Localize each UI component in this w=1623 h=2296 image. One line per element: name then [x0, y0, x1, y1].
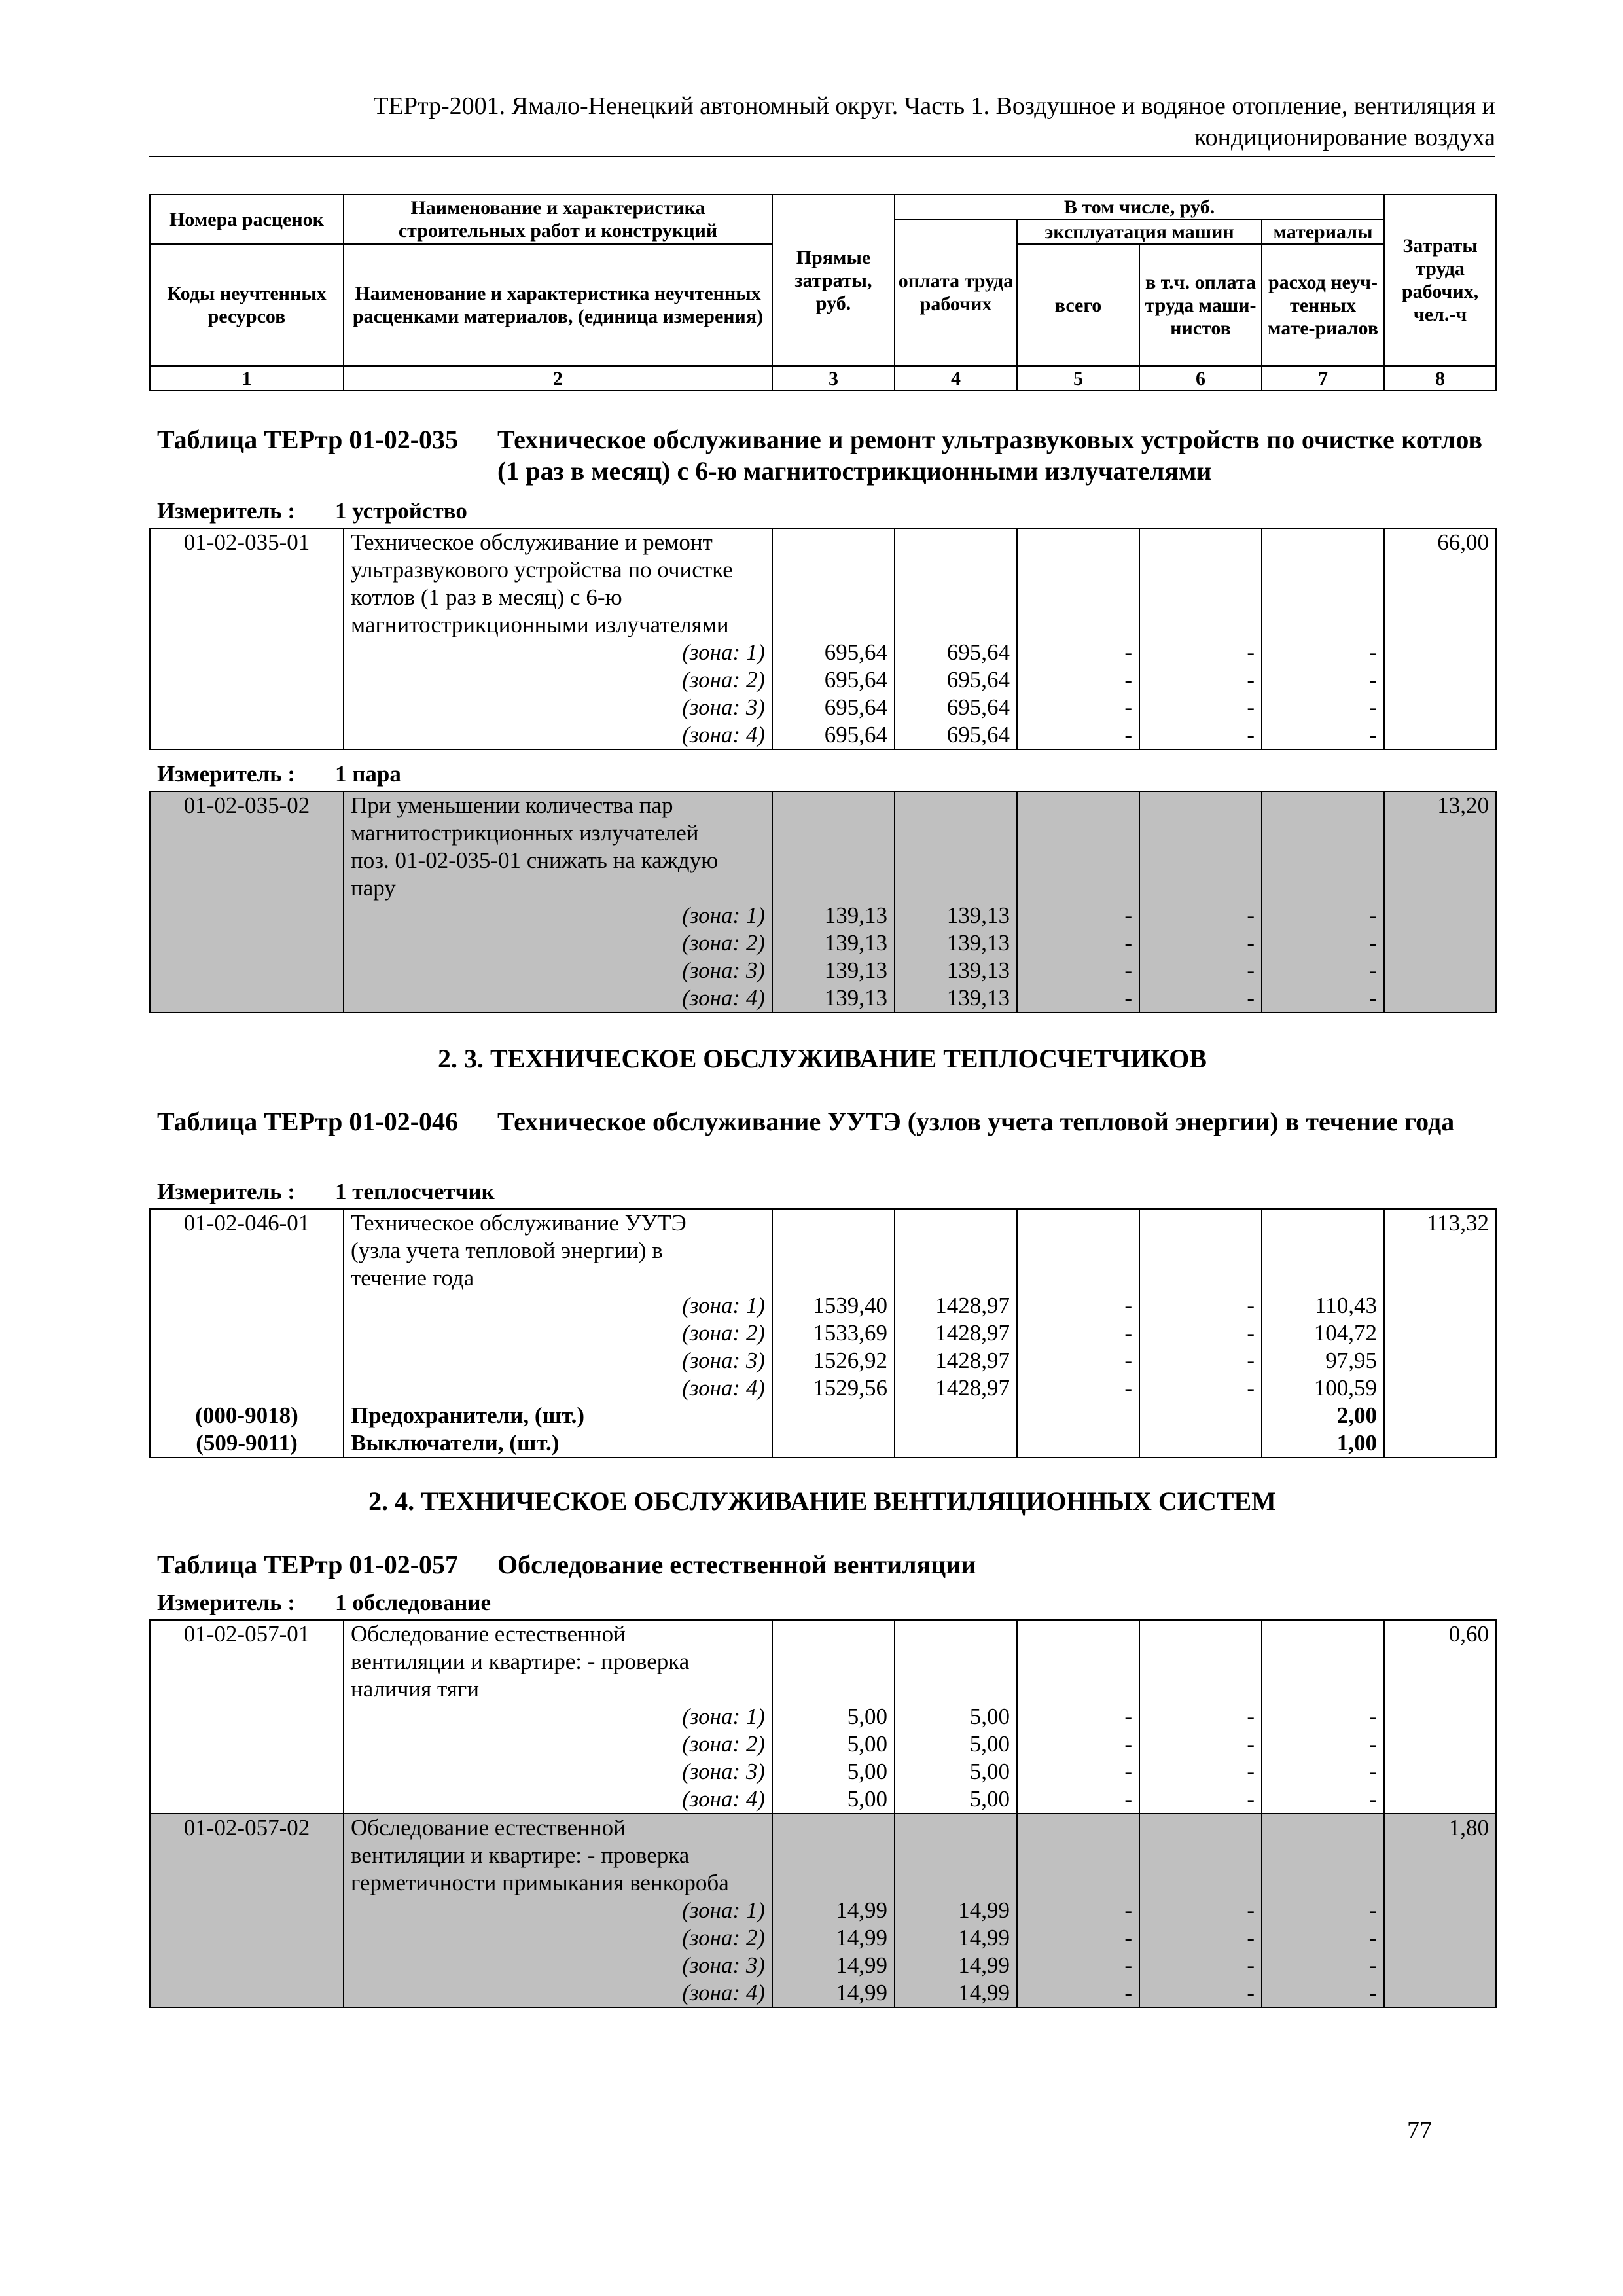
zone-row [150, 984, 1496, 1013]
table-code: Таблица ТЕРтр 01-02-035 [157, 425, 459, 454]
resource-code: (509-9011) [150, 1429, 344, 1458]
material-cost: - [1262, 1703, 1384, 1731]
rate-description: магнитострикционными излучателями [344, 611, 772, 639]
machine-cost: - [1017, 902, 1139, 929]
material-cost: 100,59 [1262, 1374, 1384, 1402]
direct-cost: 14,99 [772, 1979, 895, 2007]
labor-value: 0,60 [1384, 1620, 1496, 1648]
machine-cost: - [1017, 694, 1139, 721]
material-cost: - [1262, 1785, 1384, 1814]
machinist-wage: - [1139, 1952, 1262, 1979]
zone-label: (зона: 3) [344, 957, 772, 984]
direct-cost: 139,13 [772, 929, 895, 957]
machine-cost: - [1017, 1952, 1139, 1979]
zone-label: (зона: 4) [344, 721, 772, 749]
zone-label: (зона: 1) [344, 1897, 772, 1924]
col-header-including: В том числе, руб. [895, 194, 1384, 219]
column-header-table [149, 194, 1497, 391]
wage-cost: 695,64 [895, 639, 1017, 666]
table-code: Таблица ТЕРтр 01-02-057 [157, 1550, 459, 1579]
rate-table-01-02-057 [149, 1619, 1497, 2008]
meter-label: Измеритель : [157, 1179, 296, 1204]
wage-cost: 5,00 [895, 1703, 1017, 1731]
material-cost: - [1262, 694, 1384, 721]
direct-cost: 5,00 [772, 1758, 895, 1785]
material-cost: - [1262, 957, 1384, 984]
table-name: Техническое обслуживание и ремонт ультразвуковых устройств по очистке котлов (1 раз в месяц) с 6-ю магнитострикционными излучателями [497, 425, 1482, 486]
section-heading-2-3: 2. 3. ТЕХНИЧЕСКОЕ ОБСЛУЖИВАНИЕ ТЕПЛОСЧЕТЧИКОВ [438, 1044, 1207, 1073]
resource-quantity: 2,00 [1262, 1402, 1384, 1429]
machine-cost: - [1017, 929, 1139, 957]
wage-cost: 14,99 [895, 1979, 1017, 2007]
material-cost: - [1262, 929, 1384, 957]
direct-cost: 14,99 [772, 1897, 895, 1924]
wage-cost: 139,13 [895, 957, 1017, 984]
rate-description: ультразвукового устройства по очистке [344, 556, 772, 584]
machinist-wage: - [1139, 721, 1262, 749]
zone-label: (зона: 3) [344, 1347, 772, 1374]
material-cost: - [1262, 1731, 1384, 1758]
machinist-wage: - [1139, 666, 1262, 694]
zone-label: (зона: 3) [344, 694, 772, 721]
table-row [150, 528, 1496, 556]
labor-value: 66,00 [1384, 528, 1496, 556]
zone-label: (зона: 4) [344, 1979, 772, 2007]
wage-cost: 695,64 [895, 694, 1017, 721]
rate-description: пару [344, 874, 772, 902]
resource-quantity: 1,00 [1262, 1429, 1384, 1458]
zone-row [150, 929, 1496, 957]
wage-cost: 695,64 [895, 721, 1017, 749]
meter-row [157, 761, 401, 788]
rate-code: 01-02-057-02 [150, 1814, 344, 1842]
zone-label: (зона: 2) [344, 929, 772, 957]
wage-cost: 139,13 [895, 984, 1017, 1013]
zone-label: (зона: 1) [344, 639, 772, 666]
machine-cost: - [1017, 1731, 1139, 1758]
direct-cost: 695,64 [772, 721, 895, 749]
zone-row [150, 694, 1496, 721]
zone-row [150, 1897, 1496, 1924]
zone-label: (зона: 1) [344, 902, 772, 929]
rate-code: 01-02-035-01 [150, 528, 344, 556]
resource-name: Выключатели, (шт.) [344, 1429, 772, 1458]
wage-cost: 695,64 [895, 666, 1017, 694]
col-number-7: 7 [1262, 366, 1384, 391]
machine-cost: - [1017, 1924, 1139, 1952]
material-cost: 110,43 [1262, 1292, 1384, 1319]
table-code: Таблица ТЕРтр 01-02-046 [157, 1107, 459, 1136]
rate-description: Техническое обслуживание УУТЭ [344, 1209, 772, 1237]
direct-cost: 5,00 [772, 1731, 895, 1758]
machinist-wage: - [1139, 1758, 1262, 1785]
machinist-wage: - [1139, 1979, 1262, 2007]
rate-description: течение года [344, 1265, 772, 1292]
machinist-wage: - [1139, 639, 1262, 666]
wage-cost: 139,13 [895, 902, 1017, 929]
machinist-wage: - [1139, 1731, 1262, 1758]
rate-description: магнитострикционных излучателей [344, 819, 772, 847]
machine-cost: - [1017, 1347, 1139, 1374]
zone-row [150, 1924, 1496, 1952]
zone-label: (зона: 2) [344, 1731, 772, 1758]
rate-code: 01-02-046-01 [150, 1209, 344, 1237]
rate-description: Техническое обслуживание и ремонт [344, 528, 772, 556]
wage-cost: 1428,97 [895, 1319, 1017, 1347]
direct-cost: 14,99 [772, 1924, 895, 1952]
rate-table-01-02-046-01 [149, 1208, 1497, 1458]
rate-table-01-02-035-02 [149, 791, 1497, 1013]
machine-cost: - [1017, 1758, 1139, 1785]
labor-value: 13,20 [1384, 791, 1496, 819]
zone-label: (зона: 1) [344, 1703, 772, 1731]
material-cost: - [1262, 721, 1384, 749]
wage-cost: 1428,97 [895, 1374, 1017, 1402]
zone-row [150, 1292, 1496, 1319]
running-header-line2: кондиционирование воздуха [1194, 124, 1495, 151]
table-row [150, 1209, 1496, 1237]
wage-cost: 14,99 [895, 1952, 1017, 1979]
meter-label: Измеритель : [157, 1590, 296, 1615]
running-header-line1: ТЕРтр-2001. Ямало-Ненецкий автономный округ. Часть 1. Воздушное и водяное отопление, вентиляция и [373, 92, 1495, 120]
machinist-wage: - [1139, 694, 1262, 721]
rate-description: Обследование естественной [344, 1620, 772, 1648]
wage-cost: 1428,97 [895, 1292, 1017, 1319]
col-number-1: 1 [150, 366, 344, 391]
direct-cost: 5,00 [772, 1785, 895, 1814]
direct-cost: 695,64 [772, 639, 895, 666]
col-number-6: 6 [1139, 366, 1262, 391]
col-header-machines-total: всего [1017, 244, 1139, 366]
direct-cost: 1529,56 [772, 1374, 895, 1402]
col-header-wages: оплата труда рабочих [895, 219, 1017, 366]
machine-cost: - [1017, 1292, 1139, 1319]
table-row [150, 791, 1496, 819]
machine-cost: - [1017, 984, 1139, 1013]
meter-unit: 1 устройство [335, 498, 467, 524]
table-name: Обследование естественной вентиляции [497, 1550, 976, 1579]
machine-cost: - [1017, 639, 1139, 666]
zone-row [150, 1979, 1496, 2007]
meter-label: Измеритель : [157, 761, 296, 787]
col-header-machines: эксплуатация машин [1017, 219, 1262, 244]
col-header-materials: материалы [1262, 219, 1384, 244]
zone-row [150, 1731, 1496, 1758]
rate-description: вентиляции и квартире: - проверка [344, 1648, 772, 1676]
meter-row [157, 1178, 495, 1206]
zone-row [150, 957, 1496, 984]
direct-cost: 1533,69 [772, 1319, 895, 1347]
machinist-wage: - [1139, 984, 1262, 1013]
resource-code: (000-9018) [150, 1402, 344, 1429]
table-title-01-02-057 [157, 1549, 1482, 1581]
machinist-wage: - [1139, 1785, 1262, 1814]
page-number: 77 [1407, 2117, 1432, 2144]
meter-unit: 1 теплосчетчик [335, 1179, 495, 1204]
meter-unit: 1 обследование [335, 1590, 491, 1615]
machinist-wage: - [1139, 1897, 1262, 1924]
direct-cost: 139,13 [772, 902, 895, 929]
rate-table-01-02-035-01 [149, 528, 1497, 750]
col-header-resource-name: Наименование и характеристика неучтенных расценками материалов, (единица измерения) [344, 244, 772, 366]
machinist-wage: - [1139, 1703, 1262, 1731]
material-cost: 97,95 [1262, 1347, 1384, 1374]
header-rule [149, 156, 1495, 157]
wage-cost: 5,00 [895, 1785, 1017, 1814]
rate-description: поз. 01-02-035-01 снижать на каждую [344, 847, 772, 874]
meter-unit: 1 пара [335, 761, 401, 787]
wage-cost: 14,99 [895, 1924, 1017, 1952]
material-cost: - [1262, 666, 1384, 694]
material-cost: - [1262, 1897, 1384, 1924]
zone-row [150, 1785, 1496, 1814]
wage-cost: 139,13 [895, 929, 1017, 957]
material-cost: - [1262, 639, 1384, 666]
zone-label: (зона: 4) [344, 1785, 772, 1814]
col-number-2: 2 [344, 366, 772, 391]
wage-cost: 14,99 [895, 1897, 1017, 1924]
meter-row [157, 1589, 491, 1617]
material-cost: - [1262, 1952, 1384, 1979]
table-name: Техническое обслуживание УУТЭ (узлов учета тепловой энергии) в течение года [497, 1107, 1455, 1136]
resource-row [150, 1402, 1496, 1429]
wage-cost: 5,00 [895, 1758, 1017, 1785]
machine-cost: - [1017, 1785, 1139, 1814]
machine-cost: - [1017, 1703, 1139, 1731]
col-header-direct-costs: Прямые затраты, руб. [772, 194, 895, 366]
zone-label: (зона: 2) [344, 666, 772, 694]
zone-row [150, 1374, 1496, 1402]
machine-cost: - [1017, 1897, 1139, 1924]
direct-cost: 5,00 [772, 1703, 895, 1731]
col-header-resource-codes: Коды неучтенных ресурсов [150, 244, 344, 366]
machine-cost: - [1017, 721, 1139, 749]
col-number-4: 4 [895, 366, 1017, 391]
material-cost: - [1262, 902, 1384, 929]
rate-description: Обследование естественной [344, 1814, 772, 1842]
machinist-wage: - [1139, 1924, 1262, 1952]
rate-description: вентиляции и квартире: - проверка [344, 1842, 772, 1869]
zone-row [150, 639, 1496, 666]
machine-cost: - [1017, 1979, 1139, 2007]
col-header-rate-numbers: Номера расценок [150, 194, 344, 244]
rate-code: 01-02-035-02 [150, 791, 344, 819]
rate-description: наличия тяги [344, 1676, 772, 1703]
resource-row [150, 1429, 1496, 1458]
material-cost: - [1262, 1979, 1384, 2007]
col-number-8: 8 [1384, 366, 1496, 391]
zone-label: (зона: 1) [344, 1292, 772, 1319]
direct-cost: 1526,92 [772, 1347, 895, 1374]
zone-label: (зона: 4) [344, 984, 772, 1013]
zone-row [150, 1758, 1496, 1785]
machine-cost: - [1017, 957, 1139, 984]
col-header-material-consumption: расход неуч-тенных мате-риалов [1262, 244, 1384, 366]
machinist-wage: - [1139, 1374, 1262, 1402]
col-header-work-name: Наименование и характеристика строительных работ и конструкций [344, 194, 772, 244]
table-title-01-02-035 [157, 424, 1482, 487]
running-header [149, 90, 1495, 153]
zone-label: (зона: 2) [344, 1319, 772, 1347]
material-cost: 104,72 [1262, 1319, 1384, 1347]
direct-cost: 14,99 [772, 1952, 895, 1979]
machine-cost: - [1017, 1374, 1139, 1402]
table-row [150, 1620, 1496, 1648]
direct-cost: 695,64 [772, 666, 895, 694]
col-header-labor: Затраты труда рабочих, чел.-ч [1384, 194, 1496, 366]
zone-label: (зона: 4) [344, 1374, 772, 1402]
machinist-wage: - [1139, 1347, 1262, 1374]
col-header-machinist-wages: в т.ч. оплата труда маши-нистов [1139, 244, 1262, 366]
section-heading-2-4: 2. 4. ТЕХНИЧЕСКОЕ ОБСЛУЖИВАНИЕ ВЕНТИЛЯЦИОННЫХ СИСТЕМ [368, 1486, 1276, 1516]
rate-code: 01-02-057-01 [150, 1620, 344, 1648]
direct-cost: 139,13 [772, 984, 895, 1013]
table-title-01-02-046 [157, 1106, 1482, 1138]
zone-label: (зона: 3) [344, 1758, 772, 1785]
machinist-wage: - [1139, 957, 1262, 984]
labor-value: 1,80 [1384, 1814, 1496, 1842]
zone-label: (зона: 2) [344, 1924, 772, 1952]
table-row [150, 1814, 1496, 1842]
machinist-wage: - [1139, 1292, 1262, 1319]
zone-row [150, 1347, 1496, 1374]
meter-row [157, 497, 467, 525]
meter-label: Измеритель : [157, 498, 296, 524]
zone-row [150, 666, 1496, 694]
zone-row [150, 1319, 1496, 1347]
zone-row [150, 1703, 1496, 1731]
direct-cost: 1539,40 [772, 1292, 895, 1319]
machinist-wage: - [1139, 929, 1262, 957]
rate-description: (узла учета тепловой энергии) в [344, 1237, 772, 1265]
zone-row [150, 721, 1496, 749]
machine-cost: - [1017, 1319, 1139, 1347]
resource-name: Предохранители, (шт.) [344, 1402, 772, 1429]
col-number-5: 5 [1017, 366, 1139, 391]
col-number-3: 3 [772, 366, 895, 391]
zone-row [150, 1952, 1496, 1979]
labor-value: 113,32 [1384, 1209, 1496, 1237]
rate-description: котлов (1 раз в месяц) с 6-ю [344, 584, 772, 611]
rate-description: герметичности примыкания венкороба [344, 1869, 772, 1897]
machine-cost: - [1017, 666, 1139, 694]
direct-cost: 695,64 [772, 694, 895, 721]
rate-description: При уменьшении количества пар [344, 791, 772, 819]
wage-cost: 1428,97 [895, 1347, 1017, 1374]
machinist-wage: - [1139, 1319, 1262, 1347]
material-cost: - [1262, 984, 1384, 1013]
zone-row [150, 902, 1496, 929]
material-cost: - [1262, 1758, 1384, 1785]
zone-label: (зона: 3) [344, 1952, 772, 1979]
machinist-wage: - [1139, 902, 1262, 929]
direct-cost: 139,13 [772, 957, 895, 984]
material-cost: - [1262, 1924, 1384, 1952]
wage-cost: 5,00 [895, 1731, 1017, 1758]
